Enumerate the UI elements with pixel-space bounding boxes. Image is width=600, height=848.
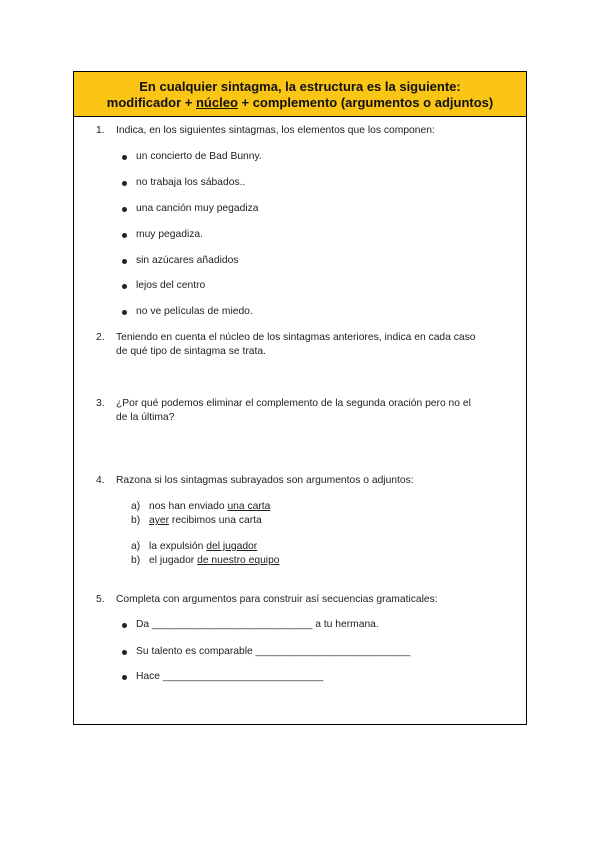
plain-text: la expulsión <box>149 541 207 552</box>
list-item-text: Da ____________________________ a tu hermana. <box>136 619 379 630</box>
list-item-text: muy pegadiza. <box>136 229 203 240</box>
bullet-icon <box>122 155 127 160</box>
list-item-text: no ve películas de miedo. <box>136 306 253 317</box>
question-text-line: ¿Por qué podemos eliminar el complemento de la segunda oración pero no el <box>116 398 471 409</box>
bullet-icon <box>122 284 127 289</box>
bullet-icon <box>122 259 127 264</box>
list-item-text: lejos del centro <box>136 280 206 291</box>
header-line-1: En cualquier sintagma, la estructura es la siguiente: <box>139 79 461 94</box>
question-text <box>116 397 516 425</box>
underlined-phrase: una carta <box>227 501 271 512</box>
list-item-text: Su talento es comparable ___________________________ <box>136 646 411 657</box>
bullet-icon <box>122 181 127 186</box>
question-text-line: Teniendo en cuenta el núcleo de los sintagmas anteriores, indica en cada caso <box>116 332 476 343</box>
sub-item-letter: a) <box>131 541 141 552</box>
question-number: 5. <box>96 594 105 605</box>
question-text: Indica, en los siguientes sintagmas, los elementos que los componen: <box>116 125 435 136</box>
list-item-text: un concierto de Bad Bunny. <box>136 151 262 162</box>
header-modifier: modificador + <box>106 95 196 110</box>
sub-item-letter: b) <box>131 515 141 526</box>
list-item <box>136 202 259 216</box>
sub-item-letter: b) <box>131 555 141 566</box>
header-banner <box>74 72 526 117</box>
header-complement: + complemento (argumentos o adjuntos) <box>237 95 494 110</box>
underlined-phrase: ayer <box>149 515 170 526</box>
list-item <box>136 305 253 319</box>
question-text-line: de qué tipo de sintagma se trata. <box>116 346 266 357</box>
sub-item-text <box>149 500 270 514</box>
question-text: Completa con argumentos para construir así secuencias gramaticales: <box>116 594 438 605</box>
sub-item-text <box>149 554 280 568</box>
list-item <box>136 228 203 242</box>
exercise-box <box>73 71 527 725</box>
question-number: 4. <box>96 475 105 486</box>
bullet-icon <box>122 207 127 212</box>
list-item <box>136 254 238 268</box>
underlined-phrase: de nuestro equipo <box>197 555 280 566</box>
bullet-icon <box>122 623 127 628</box>
list-item-text: no trabaja los sábados.. <box>136 177 246 188</box>
question-text <box>116 331 516 359</box>
header-core: núcleo <box>195 95 238 110</box>
question-text: Razona si los sintagmas subrayados son argumentos o adjuntos: <box>116 475 414 486</box>
bullet-icon <box>122 310 127 315</box>
list-item <box>136 670 323 684</box>
list-item <box>136 279 205 293</box>
sub-item-letter: a) <box>131 501 141 512</box>
plain-text: el jugador <box>149 555 198 566</box>
plain-text: recibimos una carta <box>169 515 262 526</box>
list-item-text: sin azúcares añadidos <box>136 255 239 266</box>
question-number: 2. <box>96 332 105 343</box>
question-number: 3. <box>96 398 105 409</box>
list-item <box>136 618 379 632</box>
underlined-phrase: del jugador <box>206 541 258 552</box>
header-line-2 <box>74 95 526 111</box>
plain-text: nos han enviado <box>149 501 228 512</box>
bullet-icon <box>122 650 127 655</box>
list-item <box>136 176 245 190</box>
bullet-icon <box>122 233 127 238</box>
question-text-line: de la última? <box>116 412 175 423</box>
sub-item-text <box>149 540 257 554</box>
list-item-text: una canción muy pegadiza <box>136 203 259 214</box>
bullet-icon <box>122 675 127 680</box>
sub-item-text <box>149 514 262 528</box>
list-item <box>136 645 410 659</box>
list-item <box>136 150 262 164</box>
list-item-text: Hace ____________________________ <box>136 671 324 682</box>
question-number: 1. <box>96 125 105 136</box>
